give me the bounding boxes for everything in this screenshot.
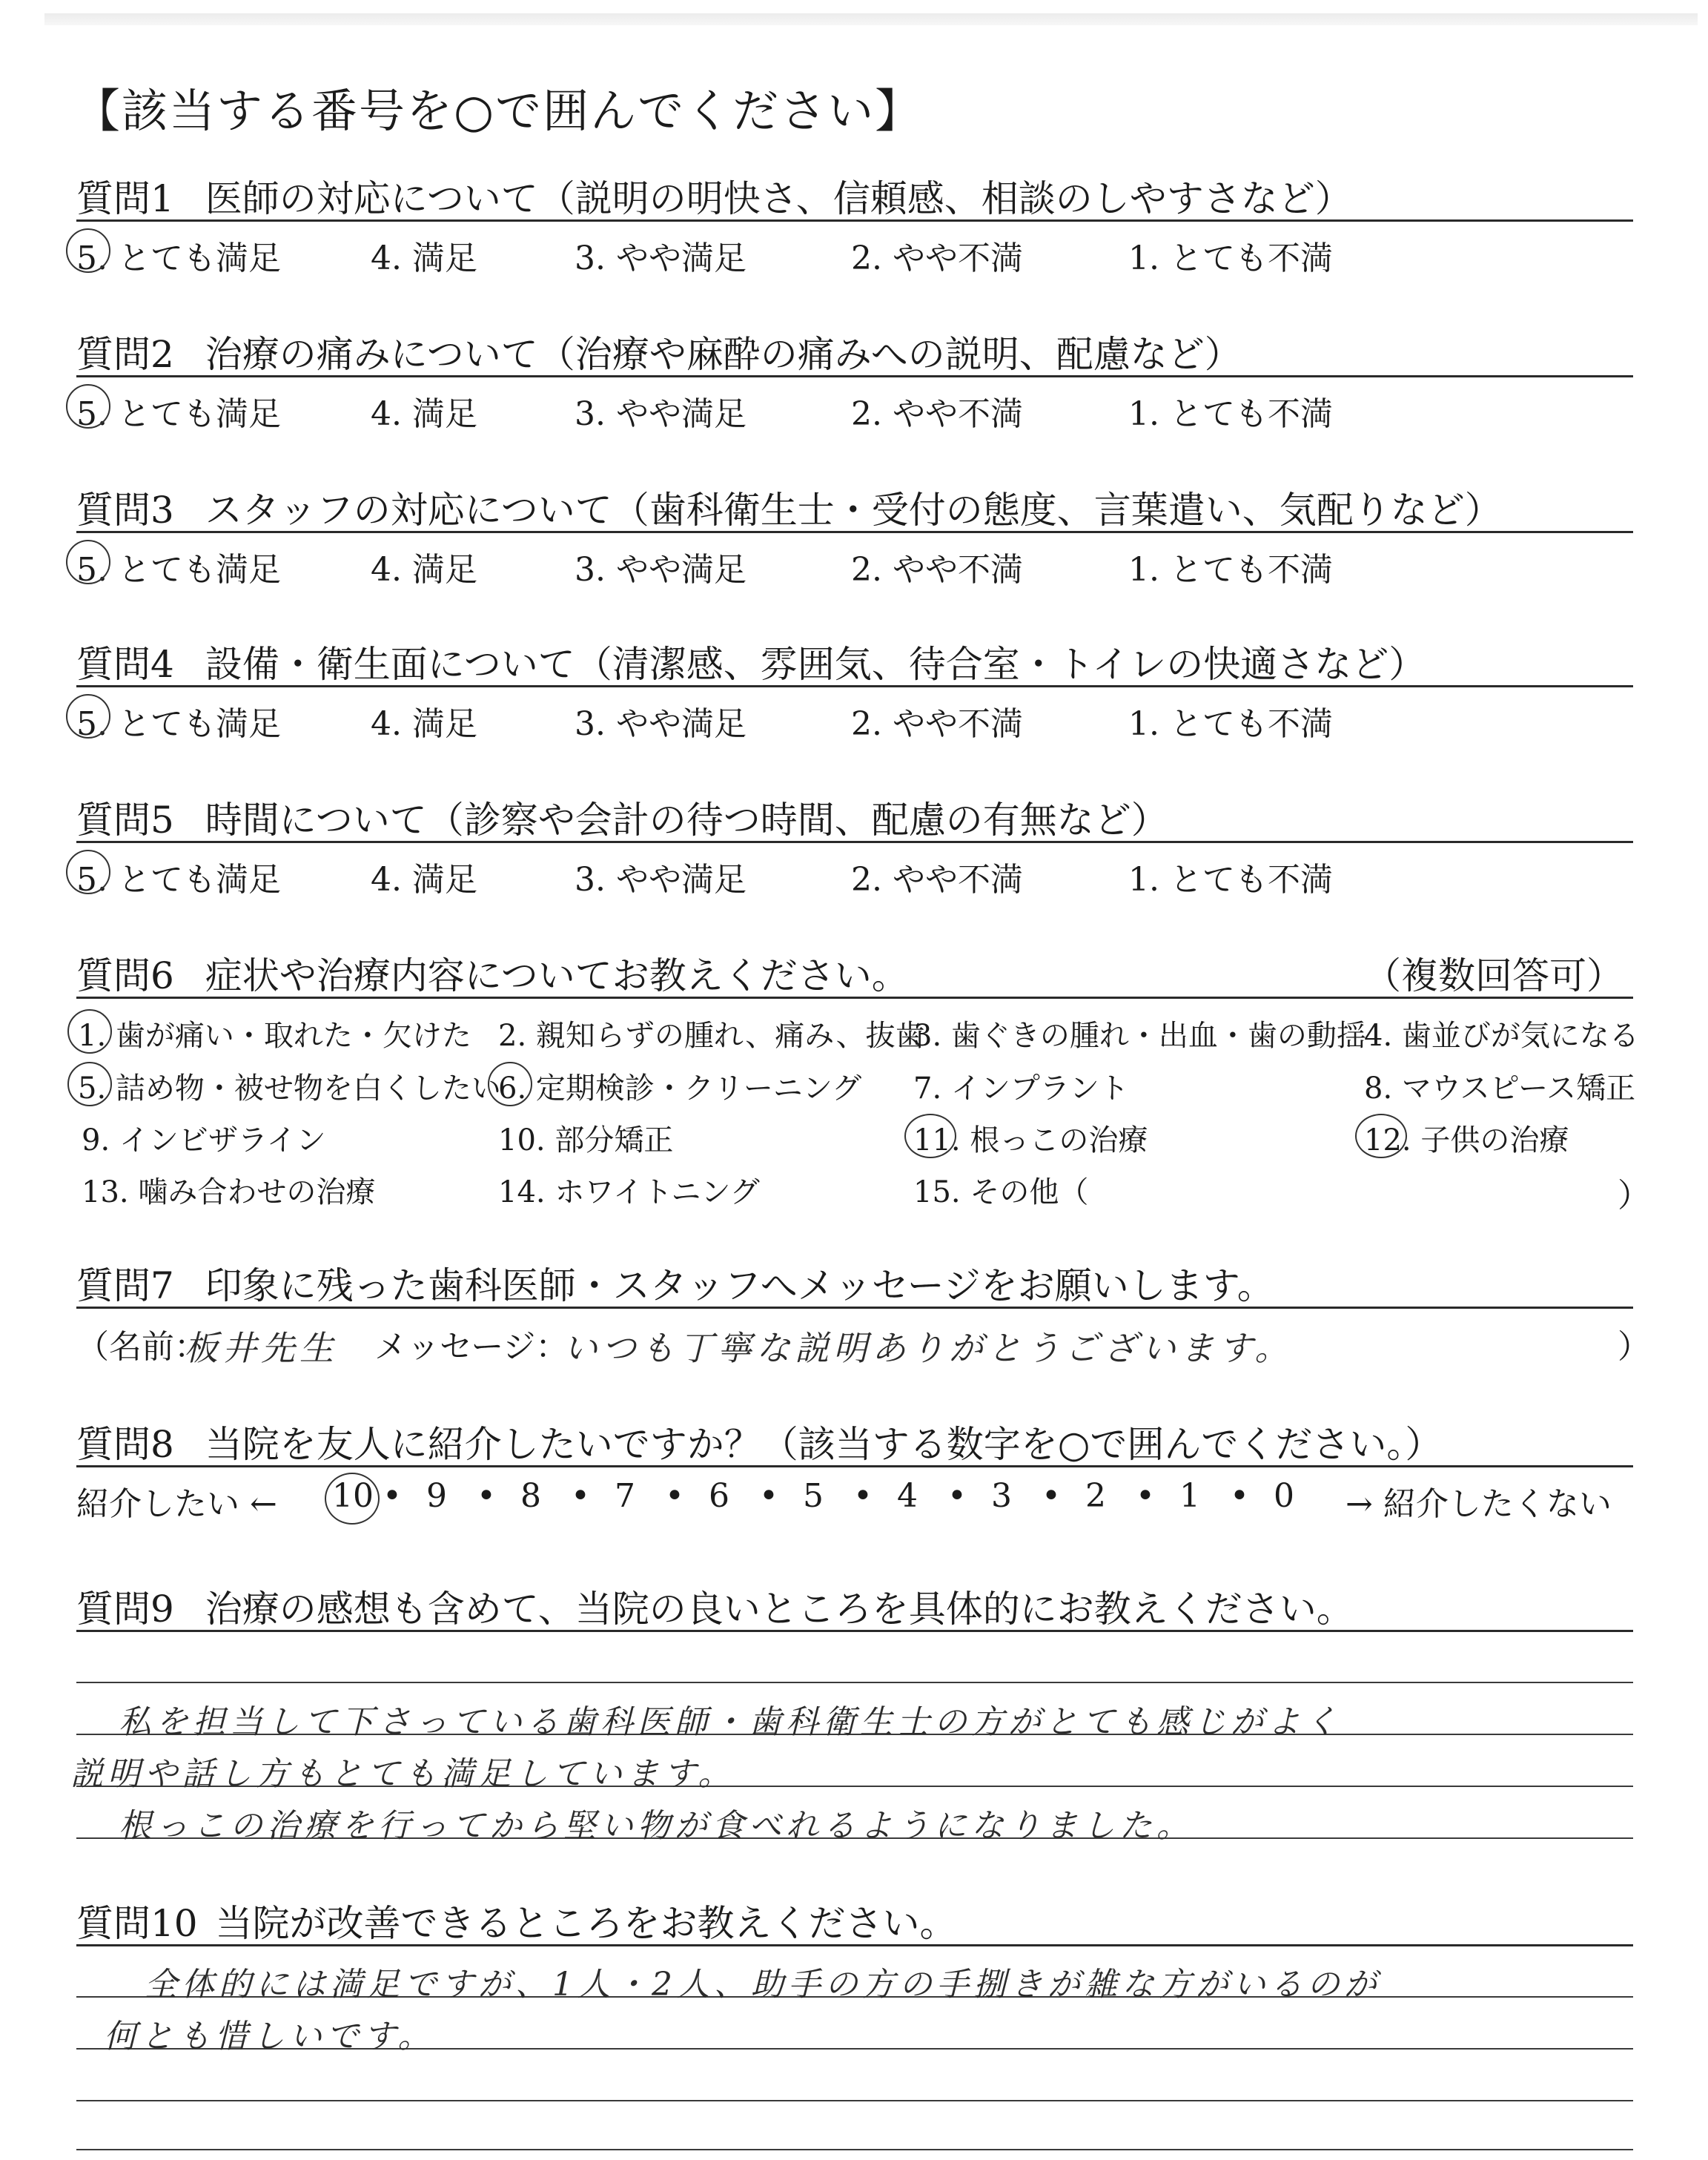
q6-other-close: ） — [1618, 1177, 1650, 1215]
scale-separator-dot: • — [1136, 1477, 1155, 1515]
q9-answer-line-3[interactable]: 根っこの治療を行ってから堅い物が食べれるようになりました。 — [119, 1807, 1194, 1845]
q2-option-3[interactable]: 3. やや満足 — [575, 395, 747, 433]
divider — [76, 997, 1633, 999]
q2-option-2[interactable]: 2. やや不満 — [851, 395, 1023, 433]
scale-separator-dot: • — [853, 1477, 873, 1515]
q7-name-value[interactable]: 板井先生 — [184, 1328, 338, 1368]
question-9-text: 治療の感想も含めて、当院の良いところを具体的にお教えください。 — [205, 1588, 1354, 1631]
question-5 — [76, 790, 1168, 844]
q4-option-4[interactable]: 4. 満足 — [371, 705, 477, 743]
question-3-label: 質問3 — [76, 489, 174, 532]
q6-item-14[interactable]: 14. ホワイトニング — [498, 1175, 760, 1209]
divider — [76, 375, 1633, 377]
question-1-label: 質問1 — [76, 177, 174, 220]
q8-scale-option-5[interactable]: 5 — [803, 1477, 824, 1515]
divider — [76, 685, 1633, 687]
q8-scale-option-8[interactable]: 8 — [520, 1477, 541, 1515]
q7-message-label: メッセージ： — [374, 1328, 569, 1366]
q3-option-4[interactable]: 4. 満足 — [371, 551, 477, 589]
question-10-text: 当院が改善できるところをお教えください。 — [215, 1902, 957, 1945]
divider — [76, 531, 1633, 533]
divider — [76, 1630, 1633, 1632]
question-10 — [76, 1894, 957, 1947]
q6-item-12[interactable]: 12. 子供の治療 — [1364, 1117, 1569, 1159]
question-4-text: 設備・衛生面について（清潔感、雰囲気、待合室・トイレの快適さなど） — [205, 643, 1426, 686]
divider — [76, 1307, 1633, 1309]
q1-option-3[interactable]: 3. やや満足 — [575, 240, 747, 277]
q1-option-5[interactable]: 5. とても満足 — [76, 231, 281, 279]
q1-option-4[interactable]: 4. 満足 — [371, 240, 477, 277]
q9-answer-line-2[interactable]: 説明や話し方もとても満足しています。 — [70, 1755, 735, 1793]
q6-item-10[interactable]: 10. 部分矯正 — [498, 1123, 674, 1157]
q3-option-3[interactable]: 3. やや満足 — [575, 551, 747, 589]
scale-separator-dot: • — [947, 1477, 967, 1515]
q8-left-label: 紹介したい ← — [76, 1485, 277, 1523]
question-4 — [76, 635, 1426, 688]
question-1-text: 医師の対応について（説明の明快さ、信頼感、相談のしやすさなど） — [205, 177, 1352, 220]
answer-line — [76, 2100, 1633, 2101]
q4-option-2[interactable]: 2. やや不満 — [851, 705, 1023, 743]
q6-item-15[interactable]: 15. その他（ — [913, 1175, 1089, 1209]
question-2-label: 質問2 — [76, 333, 174, 376]
question-8-label: 質問8 — [76, 1423, 174, 1466]
question-7 — [76, 1256, 1274, 1309]
q7-close: ） — [1618, 1328, 1650, 1366]
question-9-label: 質問9 — [76, 1588, 174, 1631]
q6-item-9[interactable]: 9. インビザライン — [82, 1123, 326, 1157]
question-5-text: 時間について（診察や会計の待つ時間、配慮の有無など） — [205, 799, 1168, 842]
q6-item-1[interactable]: 1. 歯が痛い・取れた・欠けた — [78, 1012, 471, 1054]
q8-scale-option-7[interactable]: 7 — [615, 1477, 635, 1515]
question-2-text: 治療の痛みについて（治療や麻酔の痛みへの説明、配慮など） — [205, 333, 1242, 376]
question-1 — [76, 169, 1352, 222]
q5-option-3[interactable]: 3. やや満足 — [575, 861, 747, 899]
q6-item-6[interactable]: 6. 定期検診・クリーニング — [498, 1065, 861, 1107]
q2-option-5[interactable]: 5. とても満足 — [76, 387, 281, 435]
q3-option-5[interactable]: 5. とても満足 — [76, 543, 281, 590]
divider — [76, 219, 1633, 222]
q7-name-label: （名前： — [76, 1328, 207, 1366]
question-3 — [76, 480, 1502, 534]
q7-message-value[interactable]: いつも丁寧な説明ありがとうございます。 — [563, 1328, 1294, 1368]
scale-separator-dot: • — [1230, 1477, 1249, 1515]
question-3-text: スタッフの対応について（歯科衛生士・受付の態度、言葉遣い、気配りなど） — [205, 489, 1502, 532]
q1-option-1[interactable]: 1. とても不満 — [1128, 240, 1333, 277]
q6-item-2[interactable]: 2. 親知らずの腫れ、痛み、抜歯 — [498, 1019, 925, 1053]
q4-option-1[interactable]: 1. とても不満 — [1128, 705, 1333, 743]
q8-scale-option-2[interactable]: 2 — [1085, 1477, 1106, 1515]
divider — [76, 841, 1633, 843]
q8-scale-option-3[interactable]: 3 — [991, 1477, 1012, 1515]
q2-option-1[interactable]: 1. とても不満 — [1128, 395, 1333, 433]
q8-right-label: → 紹介したくない — [1345, 1485, 1612, 1523]
q3-option-1[interactable]: 1. とても不満 — [1128, 551, 1333, 589]
q4-option-3[interactable]: 3. やや満足 — [575, 705, 747, 743]
q6-item-13[interactable]: 13. 噛み合わせの治療 — [82, 1175, 376, 1209]
q10-answer-line-2[interactable]: 何とも惜しいです。 — [104, 2018, 435, 2055]
q8-scale-option-9[interactable]: 9 — [426, 1477, 447, 1515]
divider — [76, 1465, 1633, 1467]
question-8 — [76, 1415, 1442, 1468]
q1-option-2[interactable]: 2. やや不満 — [851, 240, 1023, 277]
q3-option-2[interactable]: 2. やや不満 — [851, 551, 1023, 589]
q5-option-2[interactable]: 2. やや不満 — [851, 861, 1023, 899]
question-6-text: 症状や治療内容についてお教えください。 — [205, 954, 909, 997]
question-7-text: 印象に残った歯科医師・スタッフへメッセージをお願いします。 — [205, 1264, 1274, 1307]
question-10-label: 質問10 — [76, 1902, 198, 1945]
q6-item-3[interactable]: 3. 歯ぐきの腫れ・出血・歯の動揺 — [913, 1019, 1366, 1053]
question-6-note: （複数回答可） — [1364, 954, 1623, 997]
q8-scale-option-4[interactable]: 4 — [897, 1477, 918, 1515]
q10-answer-line-1[interactable]: 全体的には満足ですが、1人・2人、助手の方の手捌きが雑な方がいるのが — [145, 1966, 1381, 2004]
q5-option-4[interactable]: 4. 満足 — [371, 861, 477, 899]
question-7-label: 質問7 — [76, 1264, 174, 1307]
question-6 — [76, 946, 909, 1000]
q8-scale-option-0[interactable]: 0 — [1274, 1477, 1294, 1515]
q2-option-4[interactable]: 4. 満足 — [371, 395, 477, 433]
scale-separator-dot: • — [571, 1477, 590, 1515]
scale-separator-dot: • — [665, 1477, 684, 1515]
scale-separator-dot: • — [759, 1477, 778, 1515]
divider — [76, 1944, 1633, 1946]
form-title: 【該当する番号を○で囲んでください】 — [74, 84, 923, 138]
q6-item-11[interactable]: 11. 根っこの治療 — [913, 1117, 1148, 1159]
question-2 — [76, 325, 1242, 378]
q4-option-5[interactable]: 5. とても満足 — [76, 697, 281, 744]
question-6-label: 質問6 — [76, 954, 174, 997]
answer-line — [76, 1682, 1633, 1683]
q6-item-5[interactable]: 5. 詰め物・被せ物を白くしたい — [78, 1065, 501, 1107]
q8-scale-option-10[interactable]: 10 — [332, 1477, 374, 1515]
q8-scale-option-1[interactable]: 1 — [1179, 1477, 1200, 1515]
answer-line — [76, 2149, 1633, 2150]
q6-item-7[interactable]: 7. インプラント — [913, 1071, 1129, 1106]
scale-separator-dot: • — [1042, 1477, 1061, 1515]
q9-answer-line-1[interactable]: 私を担当して下さっている歯科医師・歯科衛生士の方がとても感じがよく — [119, 1703, 1342, 1741]
q8-scale-option-6[interactable]: 6 — [709, 1477, 729, 1515]
q5-option-5[interactable]: 5. とても満足 — [76, 853, 281, 900]
question-9 — [76, 1579, 1354, 1633]
question-5-label: 質問5 — [76, 799, 174, 842]
q6-item-4[interactable]: 4. 歯並びが気になる — [1364, 1019, 1639, 1053]
q6-item-8[interactable]: 8. マウスピース矯正 — [1364, 1071, 1636, 1106]
question-4-label: 質問4 — [76, 643, 174, 686]
scale-separator-dot: • — [477, 1477, 496, 1515]
question-8-text: 当院を友人に紹介したいですか？（該当する数字を○で囲んでください。） — [205, 1423, 1443, 1466]
q5-option-1[interactable]: 1. とても不満 — [1128, 861, 1333, 899]
scale-separator-dot: • — [383, 1477, 402, 1515]
